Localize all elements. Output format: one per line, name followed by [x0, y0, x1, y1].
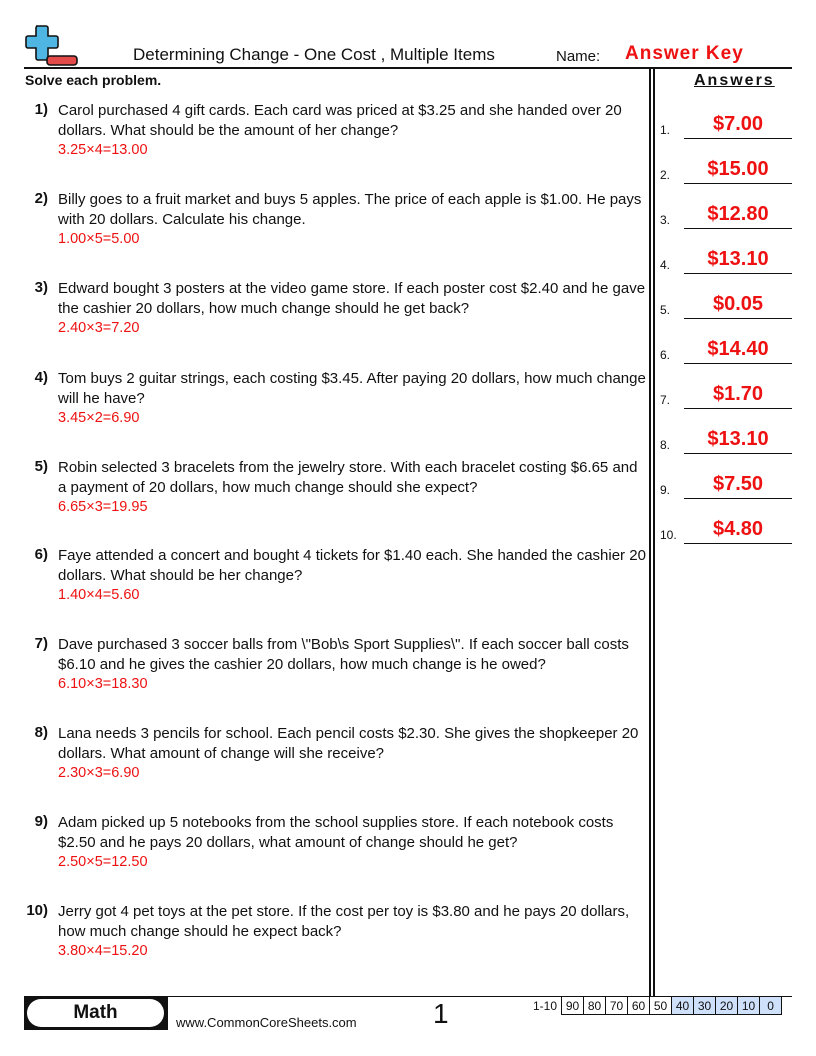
answer-line: [684, 273, 792, 274]
problem-work: 6.10×3=18.30: [58, 676, 148, 692]
header-rule: [24, 67, 792, 69]
answer-1: [660, 109, 792, 139]
answer-number: 1.: [660, 123, 671, 137]
problem-work: 3.45×2=6.90: [58, 410, 140, 426]
answer-line: [684, 228, 792, 229]
score-cell: 90: [562, 997, 584, 1015]
answer-line: [684, 453, 792, 454]
problem-text: Faye attended a concert and bought 4 tickets for $1.40 each. She handed the cashier 20 dollars. What should be her change?: [58, 547, 646, 584]
answer-6: [660, 334, 792, 364]
problem-text: Jerry got 4 pet toys at the pet store. If the cost per toy is $3.80 and he pays 20 dollars, how much change should he expect back?: [58, 903, 630, 940]
answer-7: [660, 379, 792, 409]
answer-value: $14.40: [707, 338, 769, 360]
answer-9: [660, 469, 792, 499]
problem-number: 2): [34, 190, 48, 207]
answer-4: [660, 244, 792, 274]
score-table: [530, 996, 782, 1015]
answer-line: [684, 363, 792, 364]
problem-work: 3.25×4=13.00: [58, 142, 148, 158]
problem-number: 9): [34, 813, 48, 830]
problem-text: Carol purchased 4 gift cards. Each card was priced at $3.25 and she handed over 20 dollars. What should be the amount of her change?: [58, 102, 622, 139]
score-cell: 80: [584, 997, 606, 1015]
score-range-label: 1-10: [530, 997, 562, 1015]
problem-work: 1.00×5=5.00: [58, 231, 140, 247]
answer-value: $7.50: [712, 473, 764, 495]
answer-value: $4.80: [712, 518, 764, 540]
problem-work: 2.50×5=12.50: [58, 854, 148, 870]
answer-number: 10.: [660, 528, 677, 542]
answer-2: [660, 154, 792, 184]
problem-text: Tom buys 2 guitar strings, each costing $3.45. After paying 20 dollars, how much change will he have?: [58, 370, 646, 407]
score-cell: 20: [716, 997, 738, 1015]
answer-line: [684, 318, 792, 319]
answer-value: $0.05: [712, 293, 764, 315]
answer-number: 3.: [660, 213, 671, 227]
answer-value: $13.10: [707, 428, 769, 450]
problem-text: Robin selected 3 bracelets from the jewelry store. With each bracelet costing $6.65 and a payment of 20 dollars, how much change should she expect?: [58, 459, 638, 496]
subject-badge: [24, 996, 168, 1030]
answer-value: $13.10: [707, 248, 769, 270]
plus-minus-logo-icon: [24, 24, 80, 68]
answer-line: [684, 183, 792, 184]
problem-work: 2.30×3=6.90: [58, 765, 140, 781]
problem-text: Lana needs 3 pencils for school. Each pencil costs $2.30. She gives the shopkeeper 20 dollars. What amount of change will she receive?: [58, 725, 639, 762]
problem-work: 6.65×3=19.95: [58, 499, 148, 515]
problem-work: 2.40×3=7.20: [58, 320, 140, 336]
worksheet-title: Determining Change - One Cost , Multiple Items: [133, 45, 495, 64]
problem-text: Edward bought 3 posters at the video game store. If each poster cost $2.40 and he gave the cashier 20 dollars, how much change should he get back?: [58, 280, 646, 317]
answer-value: $1.70: [712, 383, 764, 405]
problem-number: 3): [34, 279, 48, 296]
answer-value: $12.80: [707, 203, 769, 225]
problem-text: Billy goes to a fruit market and buys 5 apples. The price of each apple is $1.00. He pays with 20 dollars. Calculate his change.: [58, 191, 642, 228]
name-value: Answer Key: [625, 43, 744, 64]
problem-number: 10): [26, 902, 48, 919]
answer-number: 5.: [660, 303, 671, 317]
answer-line: [684, 498, 792, 499]
problem-number: 1): [34, 101, 48, 118]
answer-10: [660, 514, 792, 544]
score-cell: 0: [760, 997, 782, 1015]
problem-number: 8): [34, 724, 48, 741]
answer-number: 6.: [660, 348, 671, 362]
problem-work: 3.80×4=15.20: [58, 943, 148, 959]
answer-5: [660, 289, 792, 319]
problem-work: 1.40×4=5.60: [58, 587, 140, 603]
problem-number: 5): [34, 458, 48, 475]
name-label: Name:: [556, 48, 601, 65]
answer-line: [684, 138, 792, 139]
answer-number: 4.: [660, 258, 671, 272]
answer-number: 8.: [660, 438, 671, 452]
subject-label: Math: [27, 999, 164, 1027]
answer-8: [660, 424, 792, 454]
page-number: 1: [433, 998, 449, 1029]
problem-text: Dave purchased 3 soccer balls from \"Bob\s Sport Supplies\". If each soccer ball costs $6.10 and he gives the cashier 20 dollars, how much change is he owed?: [58, 636, 629, 673]
problem-number: 7): [34, 635, 48, 652]
answer-line: [684, 408, 792, 409]
score-cell: 40: [672, 997, 694, 1015]
score-cell: 10: [738, 997, 760, 1015]
answer-number: 7.: [660, 393, 671, 407]
score-cell: 70: [606, 997, 628, 1015]
score-cell: 50: [650, 997, 672, 1015]
answer-value: $7.00: [712, 113, 764, 135]
answers-heading: Answers: [694, 72, 775, 89]
problem-number: 6): [34, 546, 48, 563]
score-cell: 30: [694, 997, 716, 1015]
column-divider: [649, 69, 655, 996]
site-url: www.CommonCoreSheets.com: [176, 1015, 357, 1030]
answer-3: [660, 199, 792, 229]
score-cell: 60: [628, 997, 650, 1015]
answer-number: 9.: [660, 483, 671, 497]
answer-value: $15.00: [707, 158, 769, 180]
problem-text: Adam picked up 5 notebooks from the school supplies store. If each notebook costs $2.50 and he pays 20 dollars, what amount of change should he get?: [58, 814, 614, 851]
problem-number: 4): [34, 369, 48, 386]
instructions: Solve each problem.: [25, 72, 162, 88]
answer-number: 2.: [660, 168, 671, 182]
answer-line: [684, 543, 792, 544]
